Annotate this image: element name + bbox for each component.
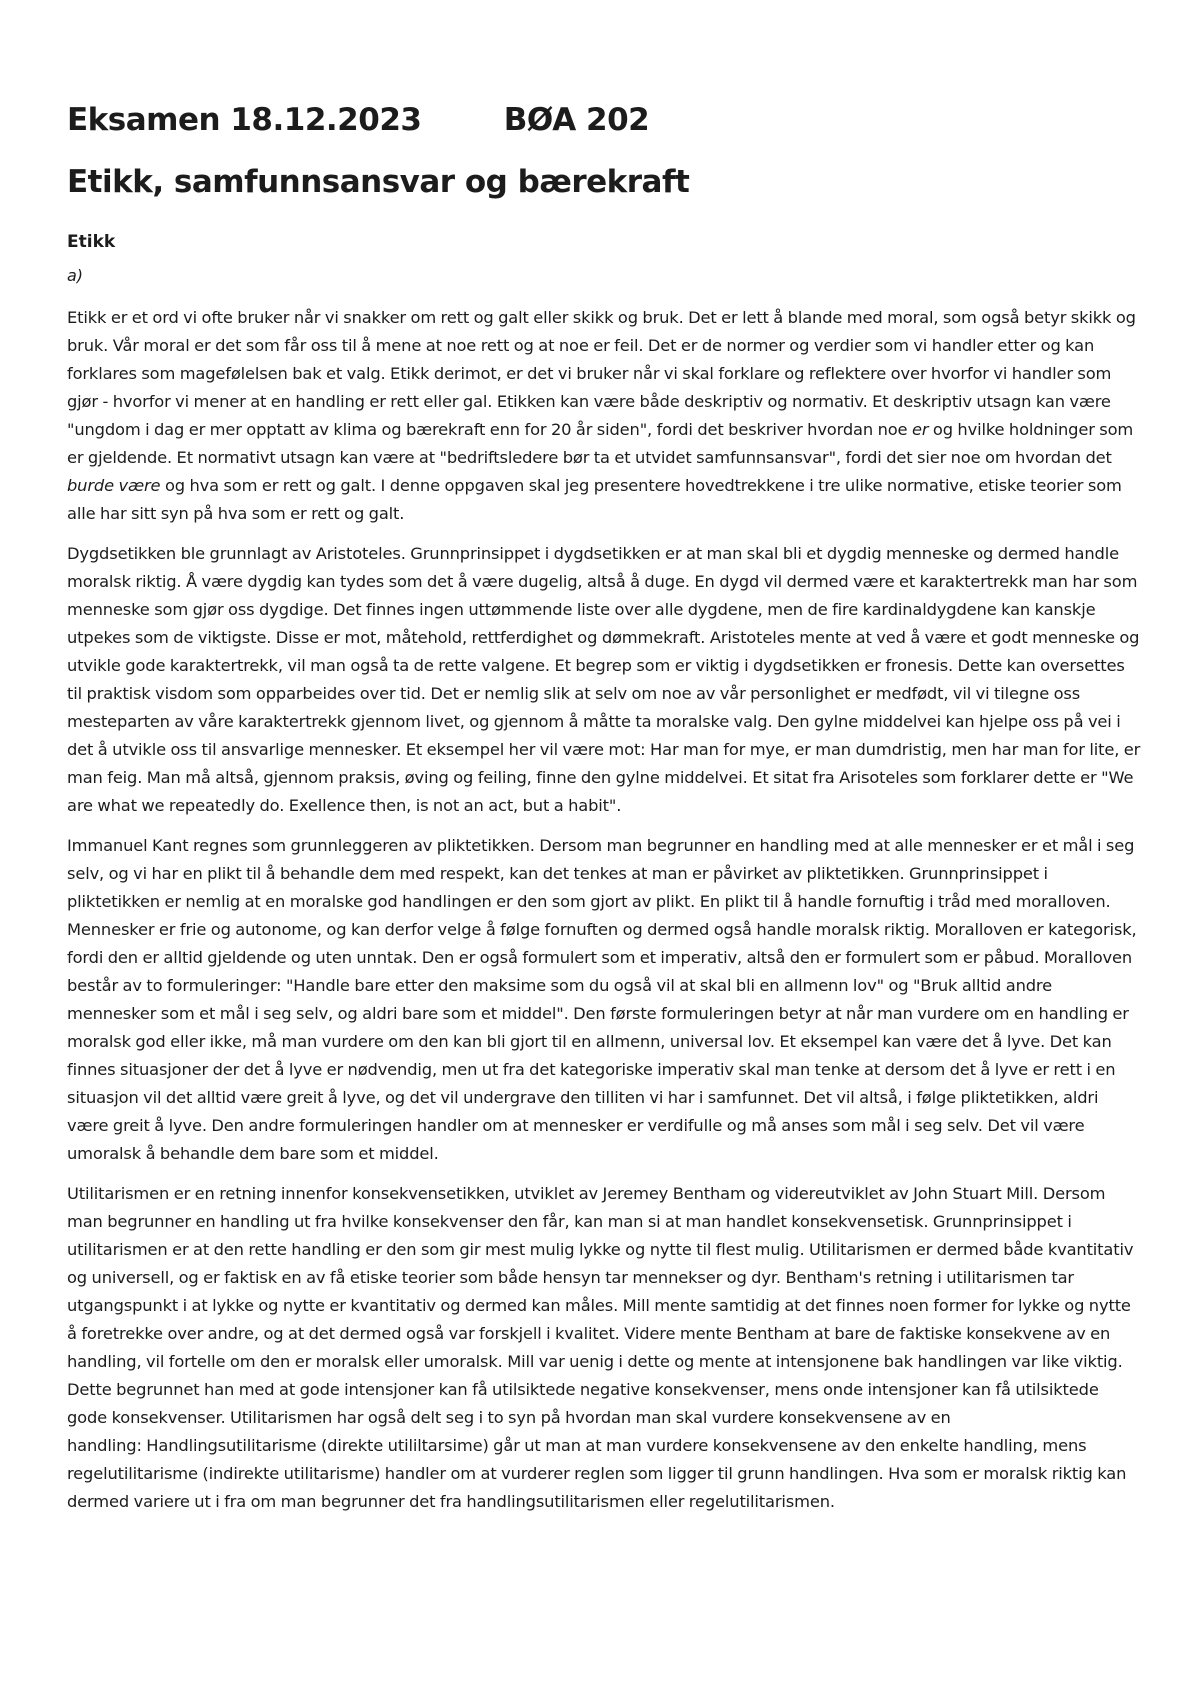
paragraph-utilitarisme <box>67 1180 1143 1516</box>
paragraph-dygdsetikk: Dygdsetikken ble grunnlagt av Aristoteles. Grunnprinsippet i dygdsetikken er at man skal bli et dygdig menneske og dermed handle moralsk riktig. Å være dygdig kan tydes som det å være dugelig, altså å duge. En dygd vil dermed være et karaktertrekk man har som menneske som gjør oss dygdige. Det finnes ingen uttømmende liste over alle dygdene, men de fire kardinaldygdene kan kanskje utpekes som de viktigste. Disse er mot, måtehold, rettferdighet og dømmekraft. Aristoteles mente at ved å være et godt menneske og utvikle gode karaktertrekk, vil man også ta de rette valgene. Et begrep som er viktig i dygdsetikken er fronesis. Dette kan oversettes til praktisk visdom som opparbeides over tid. Det er nemlig slik at selv om noe av vår personlighet er medfødt, vil vi tilegne oss mesteparten av våre karaktertrekk gjennom livet, og gjennom å måtte ta moralske valg. Den gylne middelvei kan hjelpe oss på vei i det å utvikle oss til ansvarlige mennesker. Et eksempel her vil være mot: Har man for mye, er man dumdristig, men har man for lite, er man feig. Man må altså, gjennom praksis, øving og feiling, finne den gylne middelvei. Et sitat fra Arisoteles som forklarer dette er "We are what we repeatedly do. Exellence then, is not an act, but a habit". <box>67 544 1141 815</box>
emphasis-burde-vaere: burde være <box>67 476 161 495</box>
document-page <box>67 100 1143 1516</box>
paragraph-intro-text-1: Etikk er et ord vi ofte bruker når vi snakker om rett og galt eller skikk og bruk. Det er lett å blande med moral, som også betyr skikk og bruk. Vår moral er det som får oss til å mene at noe rett og at noe er feil. Det er de normer og verdier som vi handler etter og kan forklares som magefølelsen bak et valg. Etikk derimot, er det vi bruker når vi skal forklare og reflektere over hvorfor vi handler som gjør - hvorfor vi mener at en handling er rett eller gal. Etikken kan være både deskriptiv og normativ. Et deskriptiv utsagn kan være "ungdom i dag er mer opptatt av klima og bærekraft enn for 20 år siden", fordi det beskriver hvordan noe <box>67 308 1136 439</box>
paragraph-pliktetikk: Immanuel Kant regnes som grunnleggeren av pliktetikken. Dersom man begrunner en handling med at alle mennesker er et mål i seg selv, og vi har en plikt til å behandle dem med respekt, kan det tenkes at man er påvirket av pliktetikken. Grunnprinsippet i pliktetikken er nemlig at en moralske god handlingen er den som gjort av plikt. En plikt til å handle fornuftig i tråd med moralloven. Mennesker er frie og autonome, og kan derfor velge å følge fornuften og dermed også handle moralsk riktig. Moralloven er kategorisk, fordi den er alltid gjeldende og uten unntak. Den er også formulert som et imperativ, altså den er formulert som er påbud. Moralloven består av to formuleringer: "Handle bare etter den maksime som du også vil at skal bli en allmenn lov" og "Bruk alltid andre mennesker som et mål i seg selv, og aldri bare som et middel". Den første formuleringen betyr at når man vurdere om en handling er moralsk god eller ikke, må man vurdere om den kan bli gjort til en allmenn, universal lov. Et eksempel kan være det å lyve. Det kan finnes situasjoner der det å lyve er nødvendig, men ut fra det kategoriske imperativ skal man tenke at dersom det å lyve er rett i en situasjon vil det alltid være greit å lyve, og det vil undergrave den tilliten vi har i samfunnet. Det vil altså, i følge pliktetikken, aldri være greit å lyve. Den andre formuleringen handler om at mennesker er verdifulle og må anses som mål i seg selv. Det vil være umoralsk å behandle dem bare som et middel. <box>67 836 1137 1163</box>
paragraph-intro-text-3: og hva som er rett og galt. I denne oppgaven skal jeg presentere hovedtrekkene i tre ulike normative, etiske teorier som alle har sitt syn på hva som er rett og galt. <box>67 476 1122 523</box>
paragraph-utilitarisme-text-2: handling: Handlingsutilitarisme (direkte utililtarsime) går ut man at man vurdere konsekvensene av den enkelte handling, mens regelutilitarisme (indirekte utilitarisme) handler om at vurderer reglen som ligger til grunn handlingen. Hva som er moralsk riktig kan dermed variere ut i fra om man begrunner det fra handlingsutilitarismen eller regelutilitarismen. <box>67 1436 1127 1511</box>
emphasis-er: er <box>911 420 929 439</box>
section-heading: Etikk <box>67 232 116 252</box>
paragraph-intro-text-2: og hvilke holdninger som er gjeldende. Et normativt utsagn kan være at "bedriftsledere bør ta et utvidet samfunnsansvar", fordi det sier noe om hvordan det <box>67 420 1134 467</box>
paragraph-intro <box>67 304 1143 528</box>
part-label: a) <box>67 266 84 285</box>
page-subtitle: Etikk, samfunnsansvar og bærekraft <box>67 164 690 200</box>
paragraph-utilitarisme-text-1: Utilitarismen er en retning innenfor konsekvensetikken, utviklet av Jeremey Bentham og videreutviklet av John Stuart Mill. Dersom man begrunner en handling ut fra hvilke konsekvenser den får, kan man si at man handlet konsekvensetisk. Grunnprinsippet i utilitarismen er at den rette handling er den som gir mest mulig lykke og nytte til flest mulig. Utilitarismen er dermed både kvantitativ og universell, og er faktisk en av få etiske teorier som både hensyn tar mennekser og dyr. Bentham's retning i utilitarismen tar utgangspunkt i at lykke og nytte er kvantitativ og dermed kan måles. Mill mente samtidig at det finnes noen former for lykke og nytte å foretrekke over andre, og at det dermed også var forskjell i kvalitet. Videre mente Bentham at bare de faktiske konsekvene av en handling, vil fortelle om den er moralsk eller umoralsk. Mill var uenig i dette og mente at intensjonene bak handlingen var like viktig. Dette begrunnet han med at gode intensjoner kan få utilsiktede negative konsekvenser, mens onde intensjoner kan få utilsiktede gode konsekvenser. Utilitarismen har også delt seg i to syn på hvordan man skal vurdere konsekvensene av en <box>67 1184 1134 1427</box>
page-title: Eksamen 18.12.2023 BØA 202 <box>67 102 650 138</box>
